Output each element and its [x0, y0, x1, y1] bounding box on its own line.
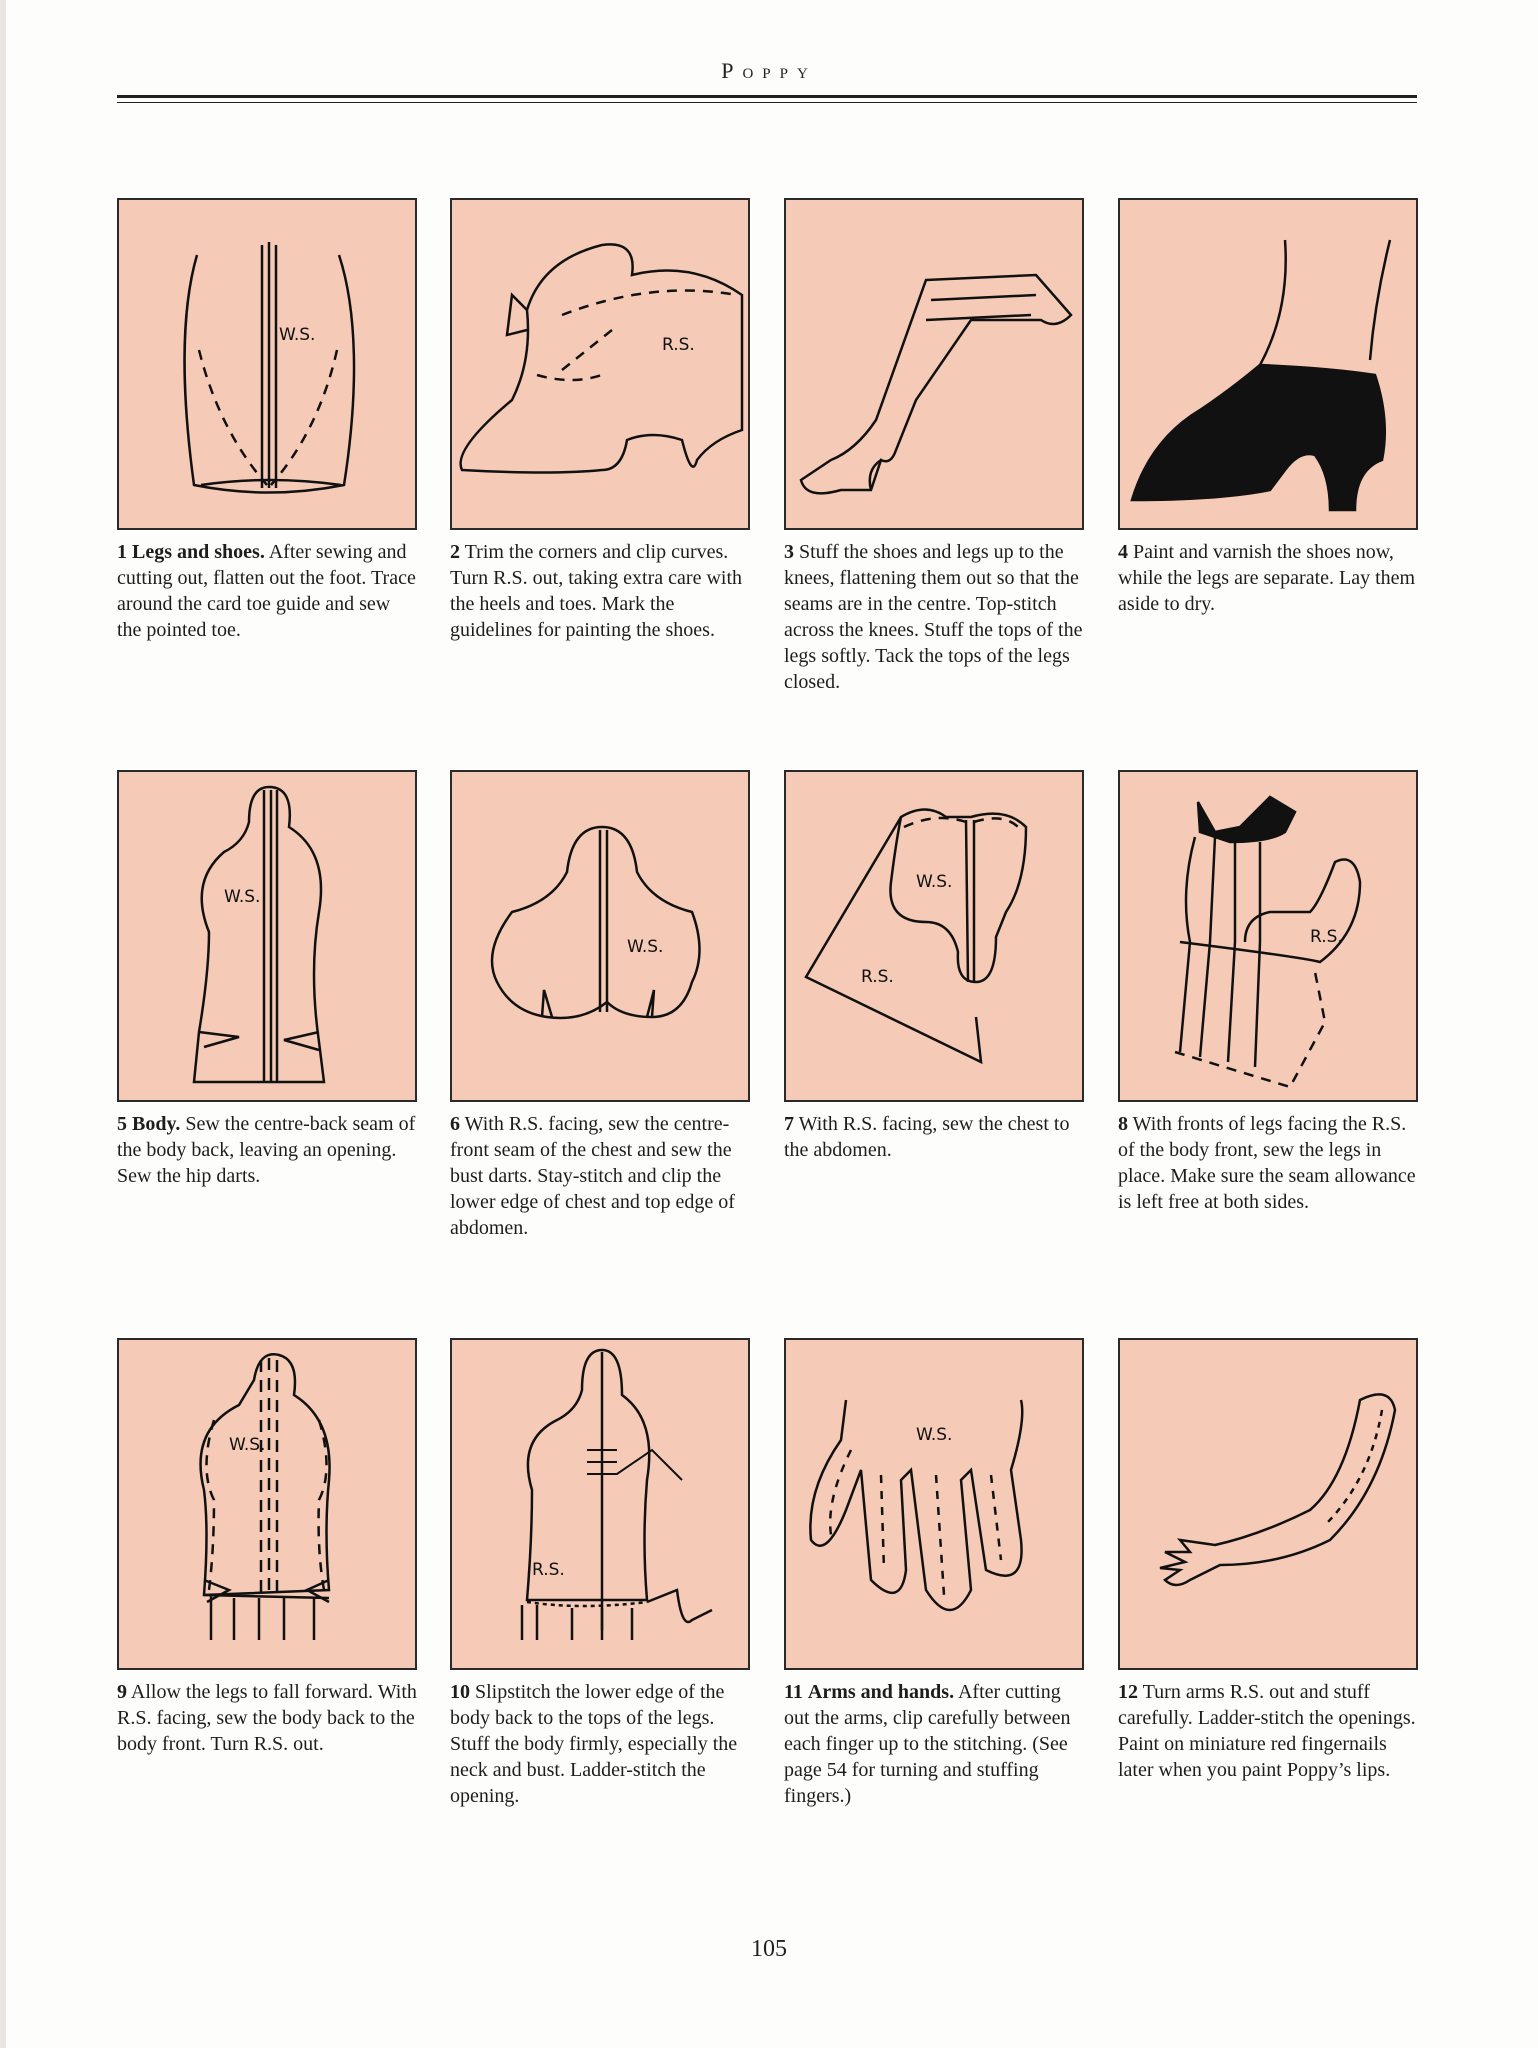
label-rs: R.S.: [662, 335, 695, 355]
caption-step-6: 6 With R.S. facing, sew the centre-front seam of the chest and sew the bust darts. Stay-stitch and clip the lower edge of chest and top edge of abdomen.: [450, 1113, 735, 1239]
step-6: [450, 770, 750, 1241]
illustration-body-back: [117, 770, 417, 1102]
caption-step-11: 11 Arms and hands. After cutting out the arms, clip carefully between each finger up to the stitching. (See page 54 for turning and stuffing fingers.): [784, 1681, 1071, 1807]
illustration-body-sewn: [117, 1338, 417, 1670]
label-rs: R.S.: [1310, 927, 1343, 947]
caption-step-1: 1 Legs and shoes. After sewing and cutting out, flatten out the foot. Trace around the card toe guide and sew the pointed toe.: [117, 541, 416, 641]
header-rule-thin: [117, 102, 1417, 103]
step-9: [117, 1338, 417, 1757]
header-rule: [117, 95, 1417, 98]
caption-step-10: 10 Slipstitch the lower edge of the body back to the tops of the legs. Stuff the body firmly, especially the neck and bust. Ladder-stitch the opening.: [450, 1681, 738, 1807]
label-ws: W.S.: [627, 937, 664, 957]
illustration-legs-ws: [117, 198, 417, 530]
illustration-legs-attached: [1118, 770, 1418, 1102]
label-ws: W.S.: [916, 872, 953, 892]
page-edge: [0, 0, 6, 2048]
label-rs: R.S.: [532, 1560, 565, 1580]
caption-step-12: 12 Turn arms R.S. out and stuff carefully. Ladder-stitch the openings. Paint on miniature red fingernails later when you paint Poppy’s lips.: [1118, 1681, 1416, 1781]
running-head: Poppy: [721, 58, 817, 83]
illustration-chest: [450, 770, 750, 1102]
step-10: [450, 1338, 750, 1809]
illustration-hand-cutout: [784, 1338, 1084, 1670]
caption-step-2: 2 Trim the corners and clip curves. Turn R.S. out, taking extra care with the heels and toes. Mark the guidelines for painting the shoes.: [450, 541, 743, 641]
caption-step-5: 5 Body. Sew the centre-back seam of the body back, leaving an opening. Sew the hip darts.: [117, 1113, 416, 1187]
step-2: [450, 198, 750, 643]
step-7: [784, 770, 1084, 1163]
illustration-arm: [1118, 1338, 1418, 1670]
step-3: [784, 198, 1084, 695]
step-11: [784, 1338, 1084, 1809]
step-12: [1118, 1338, 1418, 1783]
caption-step-3: 3 Stuff the shoes and legs up to the knees, flattening them out so that the seams are in the centre. Top-stitch across the knees. Stuff the tops of the legs softly. Tack the tops of the legs closed.: [784, 541, 1083, 693]
caption-step-7: 7 With R.S. facing, sew the chest to the abdomen.: [784, 1113, 1070, 1161]
illustration-painted-shoe: [1118, 198, 1418, 530]
label-ws: W.S.: [279, 325, 316, 345]
step-1: [117, 198, 417, 643]
caption-step-8: 8 With fronts of legs facing the R.S. of the body front, sew the legs in place. Make sure the seam allowance is left free at both sides.: [1118, 1113, 1416, 1213]
page-number: 105: [751, 1936, 787, 1962]
step-8: [1118, 770, 1418, 1215]
step-5: [117, 770, 417, 1189]
illustration-stuffed-leg: [784, 198, 1084, 530]
label-ws: W.S.: [224, 887, 261, 907]
label-ws: W.S.: [916, 1425, 953, 1445]
illustration-chest-abdomen: [784, 770, 1084, 1102]
label-ws: W.S.: [229, 1435, 266, 1455]
step-4: [1118, 198, 1418, 617]
label-rs: R.S.: [861, 967, 894, 987]
illustration-slipstitch: [450, 1338, 750, 1670]
caption-step-4: 4 Paint and varnish the shoes now, while the legs are separate. Lay them aside to dry.: [1118, 541, 1416, 615]
illustration-shoe-rs: [450, 198, 750, 530]
caption-step-9: 9 Allow the legs to fall forward. With R.S. facing, sew the body back to the body front. Turn R.S. out.: [117, 1681, 417, 1755]
